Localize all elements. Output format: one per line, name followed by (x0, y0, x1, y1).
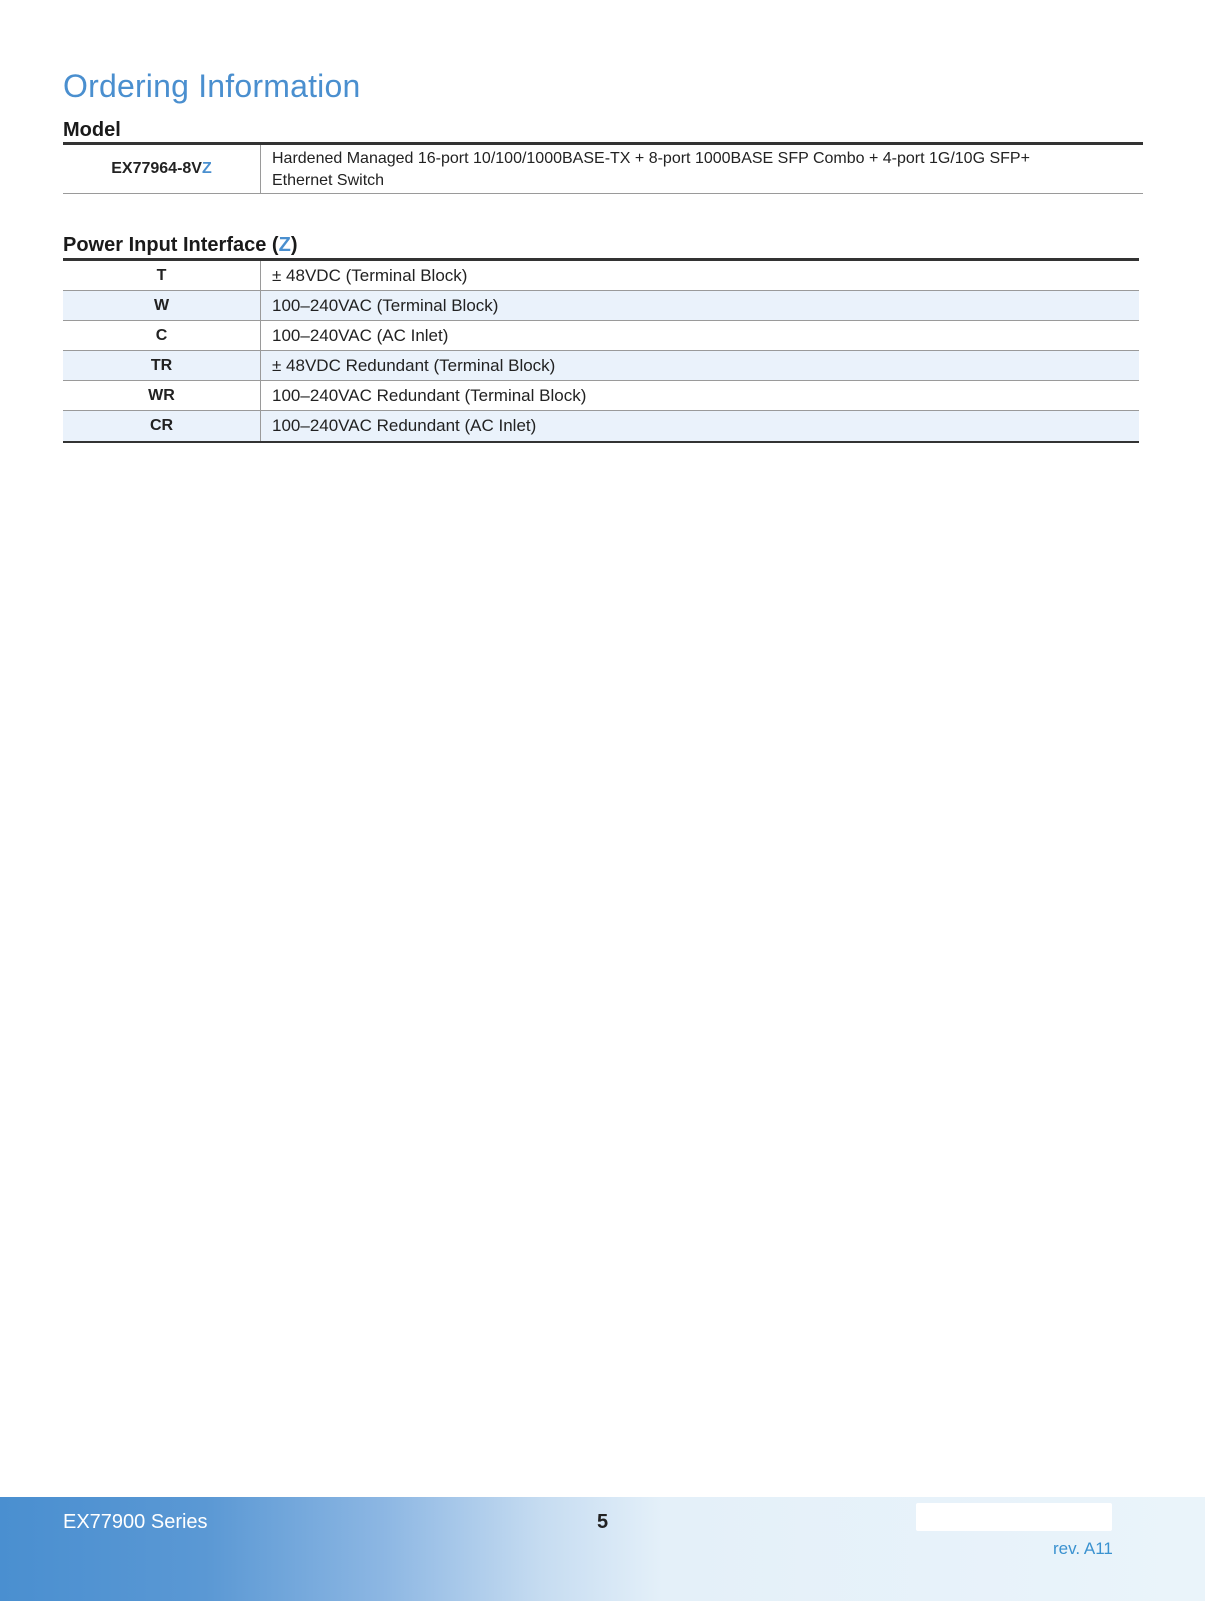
power-description-cell: 100–240VAC (Terminal Block) (272, 295, 499, 315)
table-row (63, 261, 1139, 291)
power-heading-suffix: ) (290, 234, 298, 256)
power-input-heading (63, 234, 297, 257)
footer-revision: rev. A11 (1053, 1539, 1113, 1558)
table-row (63, 291, 1139, 321)
page-footer (0, 1497, 1205, 1601)
power-code-cell: W (63, 291, 261, 320)
power-description-cell: ± 48VDC (Terminal Block) (272, 265, 468, 285)
power-heading-accent: Z (278, 234, 291, 256)
power-code-cell: T (63, 261, 261, 290)
power-description-cell: 100–240VAC Redundant (AC Inlet) (272, 416, 537, 435)
table-row (63, 381, 1139, 411)
power-code-cell: C (63, 321, 261, 350)
model-description-line1: Hardened Managed 16-port 10/100/1000BASE-TX + 8-port 1000BASE SFP Combo + 4-port 1G/10G SFP+ (272, 150, 1030, 167)
table-row (63, 321, 1139, 351)
model-code-suffix: Z (201, 160, 212, 177)
power-heading-prefix: Power Input Interface ( (63, 234, 279, 256)
footer-series-name: EX77900 Series (63, 1511, 208, 1533)
model-table (63, 142, 1143, 194)
page-title: Ordering Information (63, 68, 361, 104)
model-section-heading: Model (63, 119, 121, 141)
power-code-cell: WR (63, 381, 261, 410)
power-description-cell: 100–240VAC (AC Inlet) (272, 325, 449, 345)
power-description-cell: ± 48VDC Redundant (Terminal Block) (272, 355, 556, 375)
footer-page-number: 5 (597, 1511, 609, 1533)
table-row (63, 351, 1139, 381)
table-row (63, 411, 1139, 441)
model-description-line2: Ethernet Switch (272, 172, 385, 189)
power-input-table (63, 258, 1139, 443)
model-code-prefix: EX77964-8V (111, 160, 202, 177)
power-description-cell: 100–240VAC Redundant (Terminal Block) (272, 385, 587, 405)
model-description-cell (261, 145, 1143, 193)
footer-blank-box (916, 1503, 1112, 1531)
model-code-cell (63, 145, 261, 193)
power-code-cell: TR (63, 351, 261, 380)
power-code-cell: CR (63, 411, 261, 441)
